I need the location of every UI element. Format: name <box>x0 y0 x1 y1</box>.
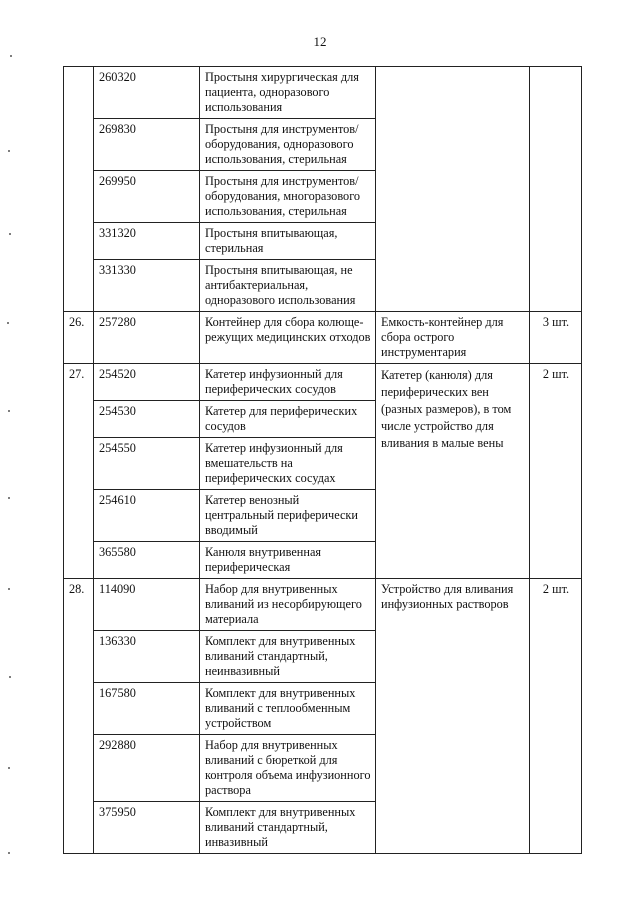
scan-speck <box>8 852 10 854</box>
code-cell: 269830 <box>94 119 200 171</box>
scan-speck <box>8 150 10 152</box>
scan-speck <box>8 588 10 590</box>
device-cell: Емкость-контейнер для сбора острого инструментария <box>376 312 530 364</box>
scan-speck <box>9 676 11 678</box>
row-number: 26. <box>64 312 94 364</box>
code-cell: 257280 <box>94 312 200 364</box>
name-cell: Катетер для периферических сосудов <box>200 401 376 438</box>
page-number: 12 <box>313 34 327 49</box>
scan-speck <box>7 322 9 324</box>
code-cell: 331330 <box>94 260 200 312</box>
quantity-cell: 2 шт. <box>530 364 582 579</box>
code-cell: 114090 <box>94 579 200 631</box>
code-cell: 254530 <box>94 401 200 438</box>
scan-speck <box>10 55 12 57</box>
name-cell: Простыня для инструментов/оборудования, одноразового использования, стерильная <box>200 119 376 171</box>
code-cell: 136330 <box>94 631 200 683</box>
table-row <box>64 364 582 401</box>
table-row <box>64 67 582 119</box>
quantity-cell: 3 шт. <box>530 312 582 364</box>
name-cell: Катетер инфузионный для периферических сосудов <box>200 364 376 401</box>
code-cell: 167580 <box>94 683 200 735</box>
code-cell: 375950 <box>94 802 200 854</box>
name-cell: Канюля внутривенная периферическая <box>200 542 376 579</box>
code-cell: 331320 <box>94 223 200 260</box>
row-number: 27. <box>64 364 94 579</box>
code-cell: 365580 <box>94 542 200 579</box>
row-number: 28. <box>64 579 94 854</box>
name-cell: Набор для внутривенных вливаний из несорбирующего материала <box>200 579 376 631</box>
scan-speck <box>8 410 10 412</box>
name-cell: Катетер венозный центральный периферически вводимый <box>200 490 376 542</box>
name-cell: Комплект для внутривенных вливаний с теплообменным устройством <box>200 683 376 735</box>
name-cell: Катетер инфузионный для вмешательств на периферических сосудах <box>200 438 376 490</box>
device-cell <box>376 67 530 312</box>
table-row <box>64 579 582 631</box>
row-number <box>64 67 94 312</box>
name-cell: Набор для внутривенных вливаний с бюреткой для контроля объема инфузионного раствора <box>200 735 376 802</box>
code-cell: 269950 <box>94 171 200 223</box>
device-table <box>63 66 582 854</box>
code-cell: 292880 <box>94 735 200 802</box>
device-cell: Катетер (канюля) для периферических вен (разных размеров), в том числе устройство для вливания в малые вены <box>376 364 530 579</box>
quantity-cell: 2 шт. <box>530 579 582 854</box>
name-cell: Комплект для внутривенных вливаний стандартный, неинвазивный <box>200 631 376 683</box>
device-cell: Устройство для вливания инфузионных растворов <box>376 579 530 854</box>
code-cell: 260320 <box>94 67 200 119</box>
name-cell: Комплект для внутривенных вливаний стандартный, инвазивный <box>200 802 376 854</box>
scan-speck <box>8 497 10 499</box>
code-cell: 254520 <box>94 364 200 401</box>
code-cell: 254550 <box>94 438 200 490</box>
name-cell: Простыня впитывающая, не антибактериальная, одноразового использования <box>200 260 376 312</box>
quantity-cell <box>530 67 582 312</box>
code-cell: 254610 <box>94 490 200 542</box>
scan-speck <box>9 233 11 235</box>
name-cell: Простыня для инструментов/оборудования, многоразового использования, стерильная <box>200 171 376 223</box>
scan-speck <box>8 767 10 769</box>
name-cell: Простыня впитывающая, стерильная <box>200 223 376 260</box>
name-cell: Простыня хирургическая для пациента, одноразового использования <box>200 67 376 119</box>
name-cell: Контейнер для сбора колюще-режущих медицинских отходов <box>200 312 376 364</box>
table-row <box>64 312 582 364</box>
